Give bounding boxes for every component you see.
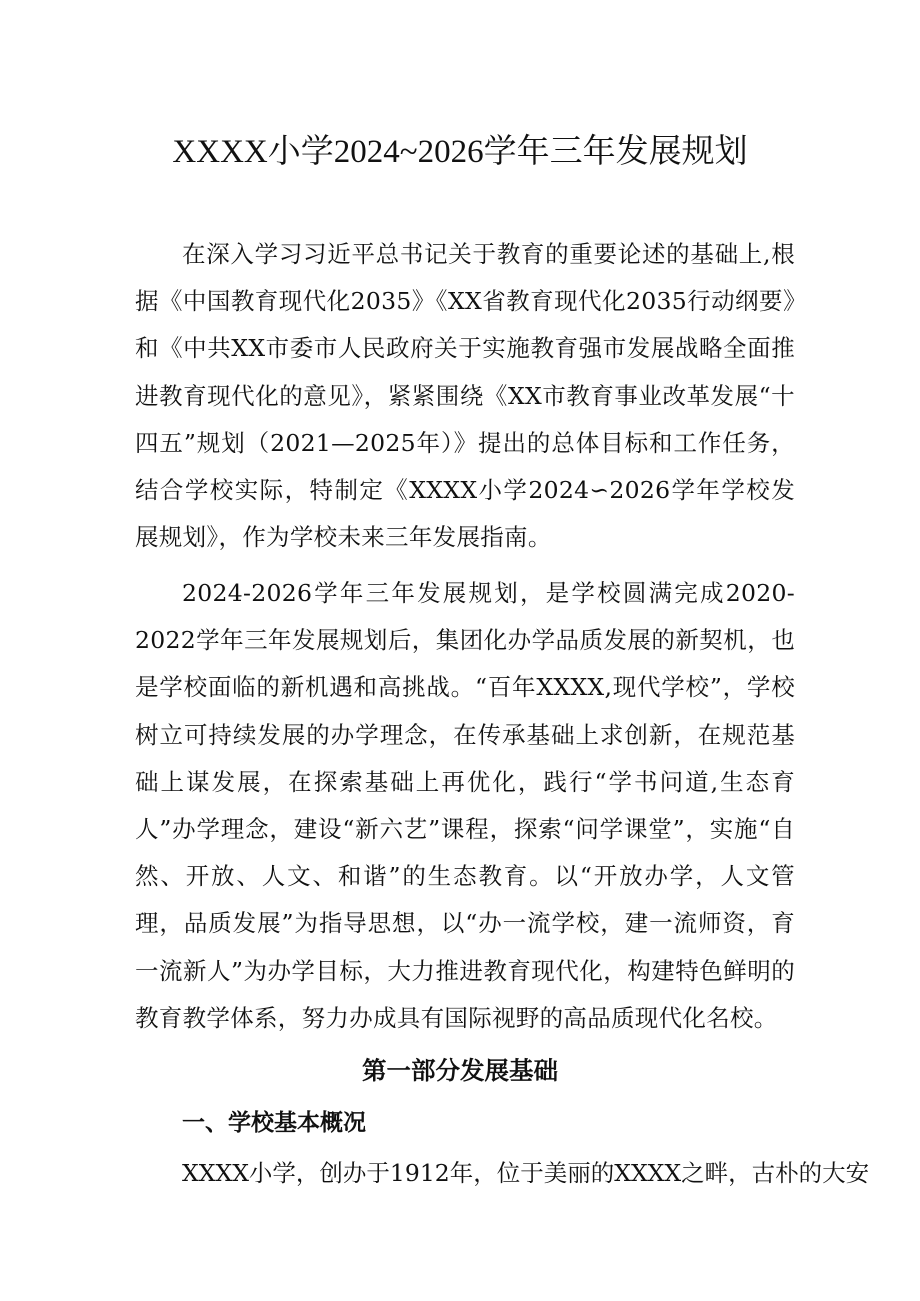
intro-paragraph: 在深入学习习近平总书记关于教育的重要论述的基础上,根据《中国教育现代化2035》《XX省教育现代化2035行动纲要》和《中共XX市委市人民政府关于实施教育强市发展战略全面推进教育现代化的意见》，紧紧围绕《XX市教育事业改革发展“十四五”规划（2021—2025年）》提出的总体目标和工作任务，结合学校实际，特制定《XXXX小学2024∽2026学年学校发展规划》，作为学校未来三年发展指南。: [135, 240, 795, 552]
school-overview-paragraph: XXXX小学，创办于1912年，位于美丽的XXXX之畔，古朴的大安: [182, 1159, 870, 1187]
plan-paragraph: 2024-2026学年三年发展规划，是学校圆满完成2020-2022学年三年发展规划后，集团化办学品质发展的新契机，也是学校面临的新机遇和高挑战。“百年XXXX,现代学校”，学校树立可持续发展的办学理念，在传承基础上求创新，在规范基础上谋发展，在探索基础上再优化，践行“学书问道,生态育人”办学理念，建设“新六艺”课程，探索“问学课堂”，实施“自然、开放、人文、和谐”的生态教育。以“开放办学，人文管理，品质发展”为指导思想，以“办一流学校，建一流师资，育一流新人”为办学目标，大力推进教育现代化，构建特色鲜明的教育教学体系，努力办成具有国际视野的高品质现代化名校。: [135, 579, 795, 1032]
document-title: XXXX小学2024~2026学年三年发展规划: [172, 134, 748, 170]
subsection-heading: 一、学校基本概况: [182, 1110, 366, 1136]
section-heading: 第一部分发展基础: [362, 1056, 558, 1085]
